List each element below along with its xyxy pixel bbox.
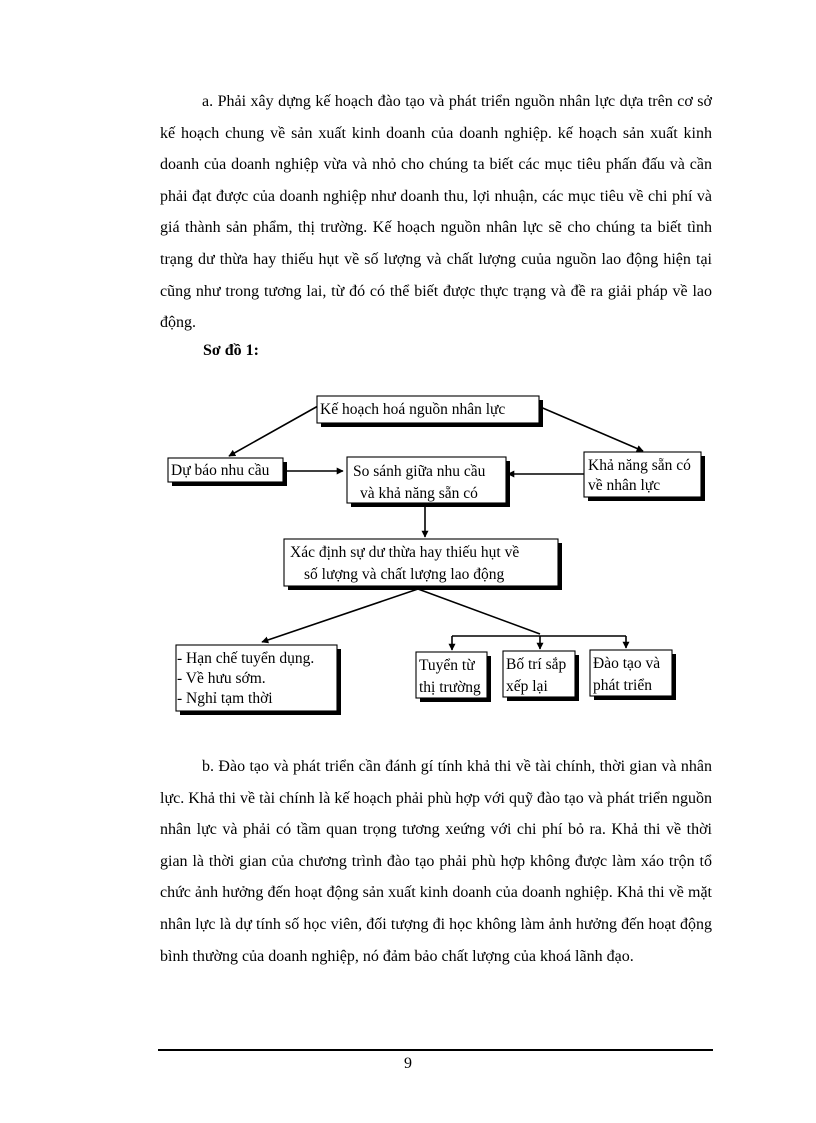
box-determine-line-2: số lượng và chất lượng lao động <box>304 566 505 583</box>
arrow-determine-to-branch <box>418 589 540 634</box>
box-rearrange-line-1: Bố trí sắp <box>506 656 567 673</box>
box-recruit-line-1: Tuyển từ <box>419 657 475 674</box>
box-planning-text: Kế hoạch hoá nguồn nhân lực <box>320 401 506 418</box>
box-available <box>584 452 705 501</box>
box-compare-line-2: và khả năng sẵn có <box>360 485 478 502</box>
diagram-title: Sơ đồ 1: <box>203 342 259 359</box>
box-forecast <box>168 458 287 486</box>
box-surplus <box>176 645 341 715</box>
page-number: 9 <box>404 1055 412 1072</box>
connectors <box>229 406 643 650</box>
box-planning <box>317 396 543 427</box>
box-determine-line-1: Xác định sự dư thừa hay thiếu hụt về <box>290 544 520 561</box>
box-surplus-line-3: - Nghỉ tạm thời <box>177 690 273 707</box>
box-train <box>590 650 676 700</box>
box-train-line-1: Đào tạo và <box>593 655 661 672</box>
box-surplus-line-1: - Hạn chế tuyển dụng. <box>177 650 315 667</box>
box-determine <box>284 539 562 590</box>
paragraph-a: a. Phải xây dựng kế hoạch đào tạo và phát triển nguồn nhân lực dựa trên cơ sở kế hoạch chung về sản xuất kinh doanh của doanh nghiệp. kế hoạch sản xuất kinh doanh của doanh nghiệp vừa và nhỏ cho chúng ta biết các mục tiêu phấn đấu và cần phải đạt được của doanh nghiệp như doanh thu, lợi nhuận, các mục tiêu về chi phí và giá thành sản phẩm, thị trường. Kế hoạch nguồn nhân lực sẽ cho chúng ta biết tình trạng dư thừa hay thiếu hụt về số lượng và chất lượng cuủa nguồn lao động hiện tại cũng như trong tương lai, từ đó có thể biết được thực trạng và đề ra giải pháp về lao động. <box>160 93 712 332</box>
footer-rule <box>158 1049 713 1051</box>
box-train-line-2: phát triển <box>593 677 652 694</box>
box-rearrange <box>503 651 579 701</box>
arrow-top-to-available <box>538 406 643 451</box>
arrow-determine-to-surplus <box>262 589 418 642</box>
box-compare <box>347 457 510 507</box>
box-rearrange-line-2: xếp lại <box>506 678 548 695</box>
box-recruit <box>416 652 491 702</box>
box-surplus-line-2: - Về hưu sớm. <box>177 670 266 687</box>
box-compare-line-1: So sánh giữa nhu cầu <box>353 463 486 480</box>
box-recruit-line-2: thị trường <box>419 679 481 696</box>
box-available-line-1: Khả năng sẵn có <box>588 457 691 474</box>
paragraph-b: b. Đào tạo và phát triển cần đánh gí tính khả thi về tài chính, thời gian và nhân lực. Khả thi về tài chính là kế hoạch phải phù hợp với quỹ đào tạo và phát triển nguồn nhân lực và phải có tầm quan trọng tương xeứng với chi phí bỏ ra. Khả thi về thời gian là thời gian của chương trình đào tạo phải phù hợp không được làm xáo trộn tổ chức ảnh hưởng đến hoạt động sản xuất kinh doanh của doanh nghiệp. Khả thi về mặt nhân lực là dự tính số học viên, đối tượng đi học không làm ảnh hưởng đến hoạt động bình thường của doanh nghiệp, nó đảm bảo chất lượng của khoá lãnh đạo. <box>160 758 712 965</box>
box-available-line-2: về nhân lực <box>588 477 661 494</box>
box-forecast-text: Dự báo nhu cầu <box>171 462 270 479</box>
arrow-top-to-forecast <box>229 406 318 456</box>
